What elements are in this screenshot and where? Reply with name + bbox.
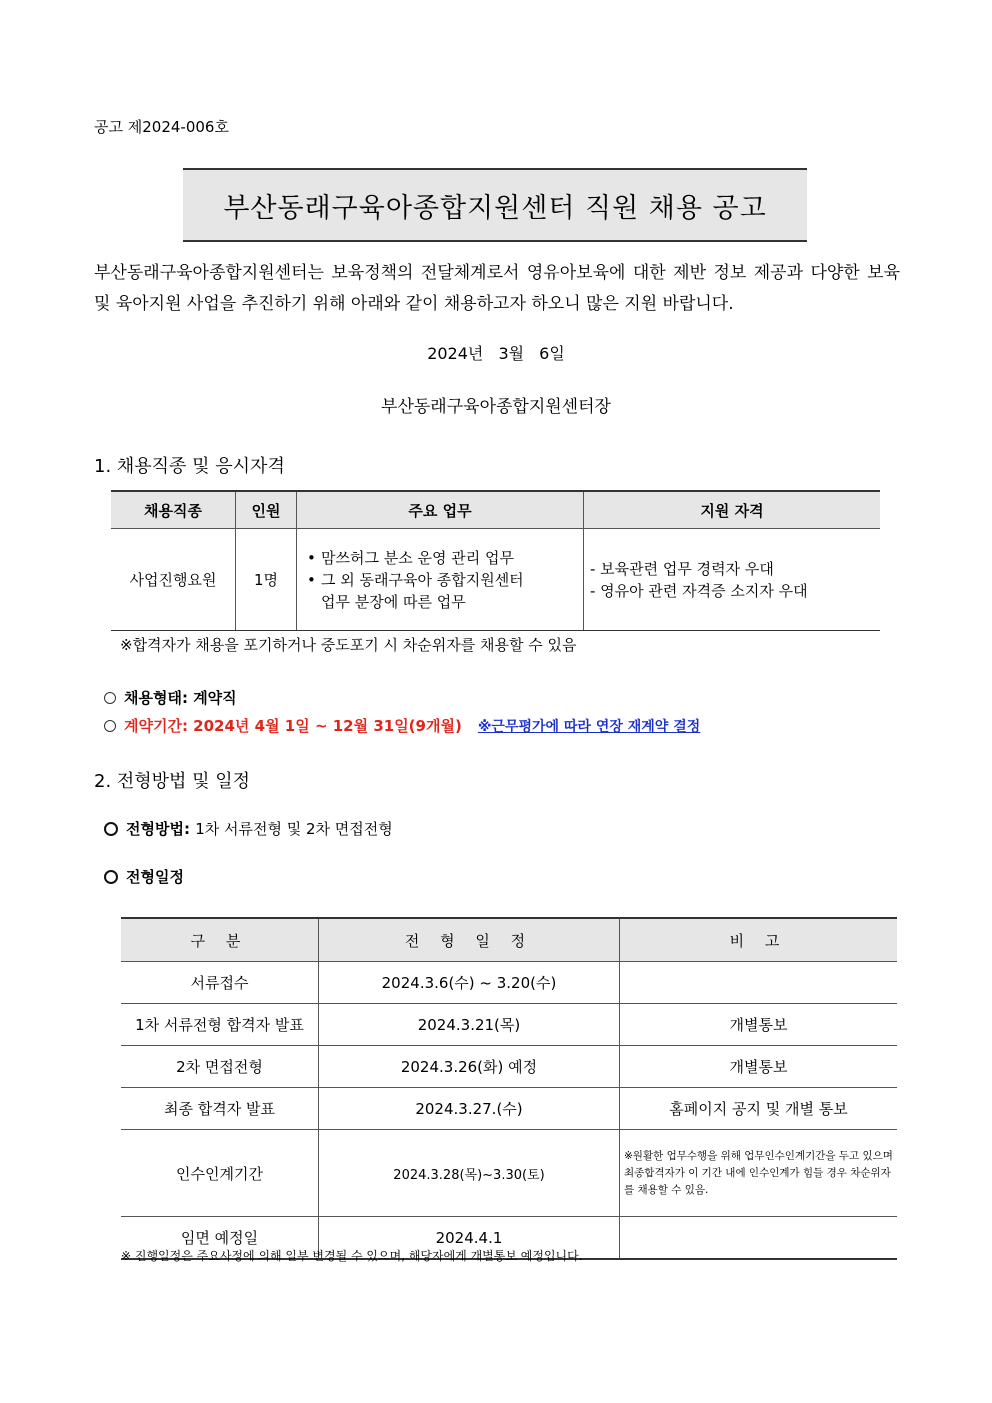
table-row (121, 962, 897, 1004)
stage: 서류접수 (121, 962, 319, 1004)
schedule-date: 2024.3.27.(수) (319, 1088, 620, 1130)
employment-type (124, 687, 237, 708)
contract-period: 계약기간: 2024년 4월 1일 ~ 12월 31일(9개월) (124, 717, 462, 735)
header-stage: 구 분 (121, 918, 319, 962)
remark (620, 1217, 898, 1260)
header-date: 전 형 일 정 (319, 918, 620, 962)
remark: ※원활한 업무수행을 위해 업무인수인계기간을 두고 있으며 최종합격자가 이 기간 내에 인수인계가 힘들 경우 차순위자를 채용할 수 있음. (620, 1130, 898, 1217)
duty-item: • 맘쓰허그 분소 운영 관리 업무 (307, 547, 582, 569)
table-row (121, 1046, 897, 1088)
schedule-row (104, 866, 184, 887)
qualification-item: - 보육관련 업무 경력자 우대 (590, 559, 774, 578)
remark: 개별통보 (620, 1046, 898, 1088)
header-remark: 비 고 (620, 918, 898, 962)
duty-item-continued: 업무 분장에 따른 업무 (321, 592, 466, 611)
employment-type-row (104, 687, 237, 708)
remark: 개별통보 (620, 1004, 898, 1046)
notice-number: 공고 제2024-006호 (94, 118, 229, 136)
schedule-date: 2024.3.26(화) 예정 (319, 1046, 620, 1088)
contract-period-row (104, 715, 700, 736)
circle-bullet-icon (104, 692, 116, 704)
schedule-date: 2024.3.6(수) ~ 3.20(수) (319, 962, 620, 1004)
issuer: 부산동래구육아종합지원센터장 (381, 397, 611, 417)
circle-bullet-icon (104, 720, 116, 732)
duty-item: • 그 외 동래구육아 종합지원센터 (307, 569, 582, 591)
page-title: 부산동래구육아종합지원센터 직원 채용 공고 (223, 192, 767, 224)
job-duties (297, 529, 584, 631)
header-count: 인원 (236, 491, 297, 529)
stage: 최종 합격자 발표 (121, 1088, 319, 1130)
table-row (121, 1130, 897, 1217)
table-note: ※합격자가 채용을 포기하거나 중도포기 시 차순위자를 채용할 수 있음 (120, 636, 577, 654)
job-count: 1명 (236, 529, 297, 631)
job-table (111, 490, 880, 631)
job-table-header (111, 491, 880, 529)
section1-heading: 1. 채용직종 및 응시자격 (94, 456, 285, 477)
title-box (183, 168, 807, 242)
table-row (121, 1004, 897, 1046)
remark: 홈페이지 공지 및 개별 통보 (620, 1088, 898, 1130)
job-title: 사업진행요원 (111, 529, 236, 631)
schedule-table-header (121, 918, 897, 962)
announcement-date: 2024년 3월 6일 (427, 344, 565, 363)
employment-type-value: 계약직 (193, 689, 237, 707)
stage: 1차 서류전형 합격자 발표 (121, 1004, 319, 1046)
stage: 2차 면접전형 (121, 1046, 319, 1088)
qualification-item: - 영유아 관련 자격증 소지자 우대 (590, 581, 808, 600)
job-qualifications (584, 529, 881, 631)
header-job: 채용직종 (111, 491, 236, 529)
method-row (104, 818, 393, 839)
section2-heading: 2. 전형방법 및 일정 (94, 771, 251, 792)
remark (620, 962, 898, 1004)
schedule-label: 전형일정 (126, 868, 184, 886)
method-label: 전형방법: (126, 820, 196, 838)
schedule-date: 2024.3.21(목) (319, 1004, 620, 1046)
schedule-date: 2024.4.1 (319, 1217, 620, 1260)
header-duties: 주요 업무 (297, 491, 584, 529)
circle-bullet-icon (104, 870, 118, 884)
employment-type-label: 채용형태: (124, 689, 194, 707)
circle-bullet-icon (104, 822, 118, 836)
table-row (121, 1088, 897, 1130)
schedule-note: ※ 진행일정은 주요사정에 의해 일부 변경될 수 있으며, 해당자에게 개별통보 예정입니다. (121, 1249, 583, 1263)
stage: 임면 예정일 (121, 1217, 319, 1260)
header-qualifications: 지원 자격 (584, 491, 881, 529)
intro-paragraph: 부산동래구육아종합지원센터는 보육정책의 전달체계로서 영유아보육에 대한 제반 정보 제공과 다양한 보육 및 육아지원 사업을 추진하기 위해 아래와 같이 채용하고자 하오니 많은 지원 바랍니다. (94, 263, 900, 314)
stage: 인수인계기간 (121, 1130, 319, 1217)
method (126, 818, 393, 839)
schedule-table (121, 917, 897, 1260)
contract-note: ※근무평가에 따라 연장 재계약 결정 (477, 718, 701, 735)
table-row (111, 529, 880, 631)
schedule-date: 2024.3.28(목)~3.30(토) (319, 1130, 620, 1217)
method-value: 1차 서류전형 및 2차 면접전형 (195, 820, 393, 838)
